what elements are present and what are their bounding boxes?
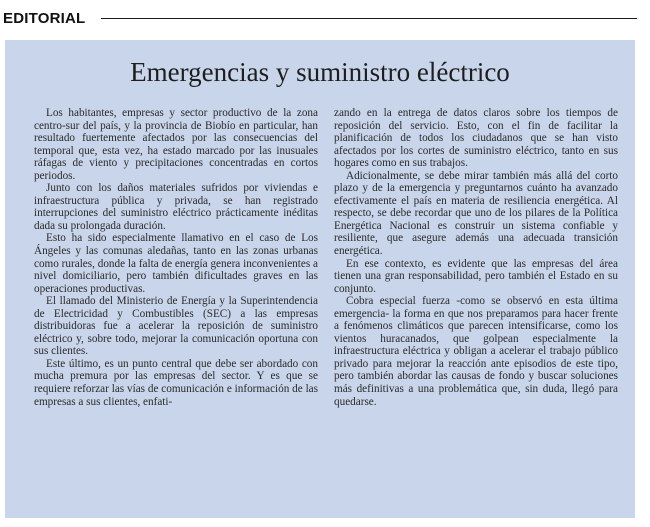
paragraph: Junto con los daños materiales sufridos por viviendas e infraestructura pública y privada, se han registrado interrupciones del suministro eléctrico prácticamente inéditas dada su prolongada duración. [34,182,318,232]
section-header [3,8,643,28]
paragraph: Adicionalmente, se debe mirar también más allá del corto plazo y de la emergencia y preguntarnos cuánto ha avanzado efectivamente el país en materia de resiliencia energética. Al respecto, se debe recordar que uno de los pilares de la Política Energética Nacional es construir un sistema confiable y resiliente, que asegure además una adecuada transición energética. [334,169,618,258]
article-column-right [334,107,618,408]
article-title: Emergencias y suministro eléctrico [130,57,510,87]
section-label: EDITORIAL [3,9,86,27]
paragraph: En ese contexto, es evidente que las empresas del área tienen una gran responsabilidad, pero también el Estado en su conjunto. [334,257,618,295]
section-rule [101,18,637,19]
article-column-left [34,107,318,408]
paragraph: Los habitantes, empresas y sector productivo de la zona centro-sur del país, y la provincia de Biobío en particular, han resultado fuertemente afectados por las consecuencias del temporal que, esta vez, ha estado marcado por las inusuales ráfagas de viento y precipitaciones concentradas en cortos periodos. [34,107,318,182]
paragraph: zando en la entrega de datos claros sobre los tiempos de reposición del servicio. Esto, con el fin de facilitar la planificación de todos los ciudadanos que se han visto afectados por los cortes de suministro eléctrico, tanto en sus hogares como en sus trabajos. [334,107,618,170]
paragraph: Este último, es un punto central que debe ser abordado con mucha premura por las empresas del sector. Y es que se requiere reforzar las vías de comunicación e información de las empresas a sus clientes, enfati- [34,357,318,408]
editorial-article [5,40,635,518]
article-columns [34,107,618,408]
paragraph: El llamado del Ministerio de Energía y la Superintendencia de Electricidad y Combustibles (SEC) a las empresas distribuidoras fue a acelerar la reposición de suministro eléctrico y, sobre todo, mejorar la comunicación oportuna con sus clientes. [34,295,318,358]
paragraph: Cobra especial fuerza -como se observó en esta última emergencia- la forma en que nos preparamos para hacer frente a fenómenos climáticos que parecen intensificarse, como los vientos huracanados, que golpean especialmente la infraestructura eléctrica y obligan a acelerar el trabajo público privado para mejorar la reacción ante episodios de este tipo, pero también abordar las causas de fondo y buscar soluciones más definitivas a una problemática que, sin duda, llegó para quedarse. [334,295,618,408]
paragraph: Esto ha sido especialmente llamativo en el caso de Los Ángeles y las comunas aledañas, tanto en las zonas urbanas como rurales, donde la falta de energía genera inconvenientes a nivel domiciliario, pero también dificultades graves en las operaciones productivas. [34,232,318,295]
